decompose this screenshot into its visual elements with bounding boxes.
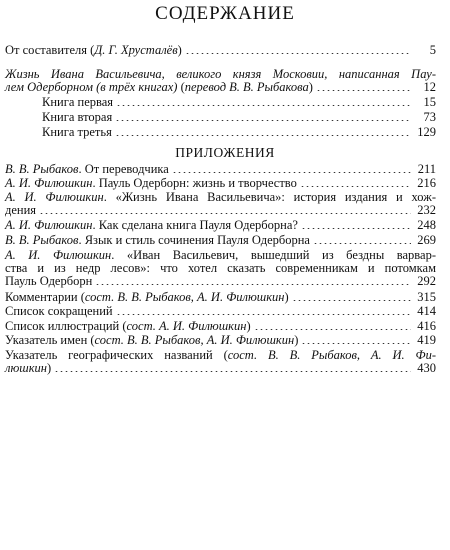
- toc-appendix-entry: [5, 305, 436, 318]
- toc-text-segment: . Язык и стиль сочинения Пауля Одерборна: [78, 233, 310, 247]
- toc-appendix-entry: [5, 291, 436, 304]
- toc-appendix-entry: [5, 334, 436, 347]
- toc-text-segment: дения: [5, 203, 37, 217]
- appendix-title: ПРИЛОЖЕНИЯ: [175, 145, 275, 160]
- toc-entry: [5, 68, 436, 94]
- page-number: 416: [417, 319, 436, 333]
- page-number: 248: [417, 218, 436, 232]
- toc-entry: [5, 44, 436, 57]
- toc-text-segment: Д. Г. Хрусталёв: [94, 43, 178, 57]
- toc-text-segment: А. И. Филюшкин: [5, 248, 112, 262]
- dot-leader: [115, 135, 411, 136]
- page-title: СОДЕРЖАНИЕ: [155, 3, 295, 24]
- toc-text-segment: В. В. Рыбаков: [5, 162, 79, 176]
- toc-entry-text: [5, 177, 297, 190]
- toc-entry-line: [5, 177, 436, 190]
- page-number: 430: [417, 361, 436, 375]
- toc-entry-line: [5, 362, 436, 375]
- toc-entry-line: [5, 163, 436, 176]
- toc-entry-line: [5, 349, 436, 362]
- toc-text-segment: ): [308, 80, 313, 94]
- page-number: 419: [417, 333, 436, 347]
- toc-entry-line: [42, 126, 436, 139]
- toc-text-segment: А. И. Филюшкин: [5, 190, 104, 204]
- dot-leader: [116, 314, 411, 315]
- toc-text-segment: Жизнь Ивана Васильевича, великого князя Московии, написанная Пау-: [5, 67, 436, 81]
- toc-appendix-entry: [5, 320, 436, 333]
- toc-appendix-entry: [5, 191, 436, 217]
- toc-text-segment: (: [177, 80, 185, 94]
- toc-entry-line: [42, 111, 436, 124]
- toc-entry-text: [5, 204, 36, 217]
- toc-appendix-entry: [5, 249, 436, 288]
- page-number: 12: [423, 80, 436, 94]
- toc-text-segment: Книга третья: [42, 125, 112, 139]
- toc-entry-line: [5, 320, 436, 333]
- dot-leader: [116, 105, 411, 106]
- toc-entry-line: [5, 234, 436, 247]
- page-number: 73: [423, 110, 436, 124]
- toc-entry-line: [5, 44, 436, 57]
- toc-entry-text: [5, 291, 289, 304]
- page-number: 292: [417, 274, 436, 288]
- toc-appendix-entry: [5, 349, 436, 375]
- dot-leader: [301, 343, 411, 344]
- toc-text-segment: Пауль Одерборн: [5, 274, 93, 288]
- toc-text-segment: ): [294, 333, 299, 347]
- toc-text-segment: Указатель имен (: [5, 333, 95, 347]
- toc-entry-text: [5, 81, 313, 94]
- toc-entry-line: [5, 81, 436, 94]
- toc-entry-text: [5, 320, 251, 333]
- dot-leader: [300, 186, 411, 187]
- toc-entry-text: [42, 126, 112, 139]
- toc-text-segment: Книга вторая: [42, 110, 113, 124]
- toc-entry-text: [5, 362, 51, 375]
- toc-entry-line: [5, 334, 436, 347]
- dot-leader: [54, 371, 411, 372]
- dot-leader: [301, 228, 411, 229]
- toc-entry-text: [5, 349, 436, 362]
- toc-text-segment: ): [284, 290, 289, 304]
- toc-entry-text: [42, 111, 112, 124]
- toc-text-segment: Комментарии (: [5, 290, 85, 304]
- page-number: 129: [417, 125, 436, 139]
- page-number: 216: [417, 176, 436, 190]
- toc-entry-line: [5, 291, 436, 304]
- toc-entry-line: [5, 191, 436, 204]
- toc-text-segment: сост. В. В. Рыбаков, А. И. Филюшкин: [84, 290, 285, 304]
- dot-leader: [185, 53, 411, 54]
- toc-entry-text: [42, 96, 113, 109]
- toc-entry-text: [5, 219, 298, 232]
- toc-text-segment: сост. В. В. Рыбаков, А. И. Филюшкин: [94, 333, 295, 347]
- toc-text-segment: . Пауль Одерборн: жизнь и творчество: [92, 176, 297, 190]
- toc-entry-text: [5, 334, 298, 347]
- toc-text-segment: сост. А. И. Филюшкин: [126, 319, 247, 333]
- dot-leader: [254, 329, 411, 330]
- toc-text-segment: ства и из недр лесов»: что хотел сказать современникам и потомкам: [5, 261, 436, 275]
- toc-entry-line: [5, 305, 436, 318]
- toc-entry-text: [5, 44, 182, 57]
- toc-text-segment: А. И. Филюшкин: [5, 176, 93, 190]
- toc-entry-text: [5, 191, 436, 204]
- toc-text-segment: От составителя (: [5, 43, 95, 57]
- page-number: 232: [417, 203, 436, 217]
- toc-text-segment: Список иллюстраций (: [5, 319, 127, 333]
- toc-appendix-entry: [5, 163, 436, 176]
- toc-entry-text: [5, 305, 113, 318]
- dot-leader: [115, 120, 411, 121]
- toc-entry: [42, 111, 436, 124]
- toc-text-segment: Указатель географических названий (: [5, 348, 228, 362]
- toc-text-segment: ): [47, 361, 52, 375]
- toc-appendix-entry: [5, 219, 436, 232]
- toc-entry-text: [5, 163, 169, 176]
- page-number: 15: [423, 95, 436, 109]
- dot-leader: [172, 172, 411, 173]
- toc-text-segment: А. И. Филюшкин: [5, 218, 93, 232]
- toc-entry-line: [5, 204, 436, 217]
- toc-text-segment: сост. В. В. Рыбаков, А. И. Фи-: [227, 348, 436, 362]
- toc-entry-line: [5, 275, 436, 288]
- page-number: 414: [417, 304, 436, 318]
- toc-entry-line: [42, 96, 436, 109]
- page-number: 269: [417, 233, 436, 247]
- toc-appendix-entry: [5, 234, 436, 247]
- toc-appendix-entry: [5, 177, 436, 190]
- toc-entry: [42, 126, 436, 139]
- toc-text-segment: . «Жизнь Ивана Васильевича»: история издания и хож-: [103, 190, 436, 204]
- toc-text-segment: ): [177, 43, 182, 57]
- toc-text-segment: Список сокращений: [5, 304, 113, 318]
- dot-leader: [39, 213, 411, 214]
- page-number: 315: [417, 290, 436, 304]
- toc-text-segment: В. В. Рыбаков: [5, 233, 79, 247]
- toc-entry-text: [5, 275, 92, 288]
- toc-text-segment: люшкин: [5, 361, 47, 375]
- dot-leader: [292, 300, 411, 301]
- dot-leader: [316, 90, 411, 91]
- toc-entry-line: [5, 219, 436, 232]
- toc-text-segment: ): [246, 319, 251, 333]
- page-number: 211: [417, 162, 436, 176]
- toc-entry: [42, 96, 436, 109]
- toc-text-segment: лем Одерборном (в трёх книгах): [5, 80, 178, 94]
- toc-text-segment: . От переводчика: [78, 162, 169, 176]
- page-number: 5: [429, 43, 436, 57]
- toc-text-segment: . Как сделана книга Пауля Одерборна?: [92, 218, 298, 232]
- toc-text-segment: Книга первая: [42, 95, 114, 109]
- toc-text-segment: . «Иван Васильевич, вышедший из бездны варвар-: [111, 248, 436, 262]
- dot-leader: [95, 284, 411, 285]
- toc-text-segment: перевод В. В. Рыбакова: [184, 80, 309, 94]
- toc-entry-text: [5, 234, 310, 247]
- dot-leader: [313, 243, 411, 244]
